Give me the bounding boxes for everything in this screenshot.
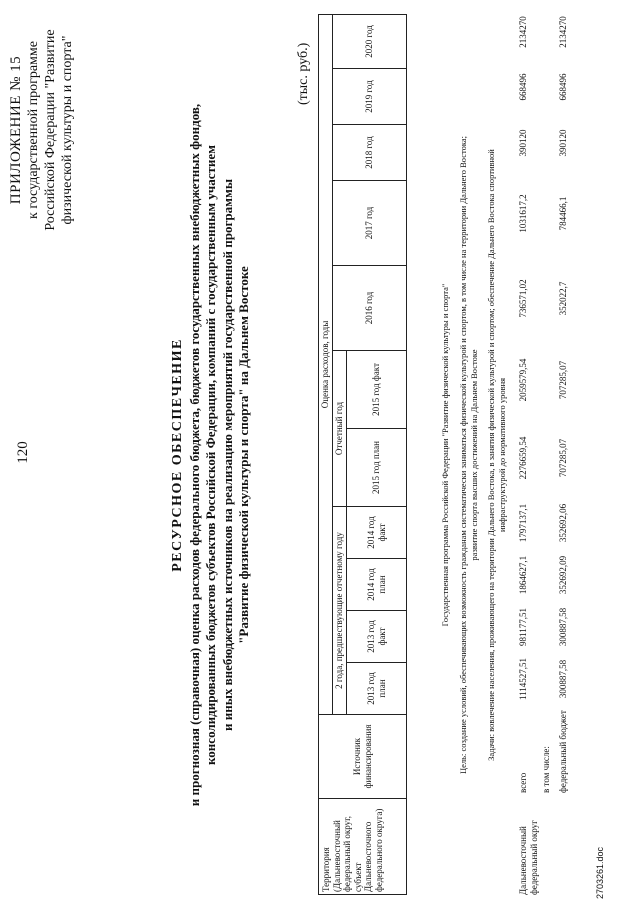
col-header-2015-fact: 2015 год факт: [347, 351, 407, 429]
value-cell: 1031617,2: [518, 194, 528, 233]
title-subline: консолидированных бюджетов субъектов Российской Федерации, компаний с государственным участием: [203, 145, 218, 766]
territory-header: Территория (Дальневосточный федеральный округ, субъект Дальневосточного федерального округа): [319, 799, 407, 895]
year-header-2016: 2016 год: [333, 266, 407, 351]
goal-line: Цель: создание условий, обеспечивающих возможность гражданам систематически заниматься физической культурой и спортом, в том числе на территории Дальнего Востока;: [458, 136, 468, 774]
value-cell: 352692,09: [558, 555, 568, 595]
value-cell: 1114527,51: [518, 657, 528, 701]
tasks-line: инфраструктурой до нормативного уровня: [497, 377, 507, 533]
row-source: всего: [518, 772, 528, 793]
appendix-line: к государственной программе: [26, 41, 41, 219]
estimate-group-header: Оценка расходов, годы: [319, 14, 333, 714]
prev-years-header: 2 года, предшествующие отчетному году: [333, 507, 347, 715]
col-header-2013-plan: 2013 год план: [347, 663, 407, 715]
value-cell: 300887,58: [558, 659, 568, 699]
value-cell: 2276659,54: [518, 436, 528, 480]
value-cell: 352022,7: [558, 281, 568, 316]
value-cell: 2134270: [518, 16, 528, 48]
col-header-2015-plan: 2015 год план: [347, 429, 407, 507]
title-subline: и прогнозная (справочная) оценка расходов федерального бюджета, бюджетов государственных внебюджетных фондов,: [186, 103, 202, 807]
year-header-2019: 2019 год: [333, 69, 407, 125]
value-cell: 390120: [518, 129, 528, 157]
appendix-line: Российской Федерации "Развитие: [43, 29, 58, 231]
year-header-2017: 2017 год: [333, 181, 407, 266]
title-subline: и иных внебюджетных источников на реализацию мероприятий государственной программы: [219, 179, 235, 731]
value-cell: 707285,07: [558, 438, 568, 478]
value-cell: 668496: [558, 73, 568, 101]
title-main: РЕСУРСНОЕ ОБЕСПЕЧЕНИЕ: [170, 338, 185, 572]
document-title: [170, 25, 253, 885]
appendix-line: физической культуры и спорта": [60, 35, 75, 225]
value-cell: 390120: [558, 129, 568, 157]
row-source: федеральный бюджет: [558, 710, 568, 793]
document-id: 2703261.doc: [595, 846, 605, 899]
value-cell: 2059579,54: [518, 358, 528, 402]
units-label: (тыс. руб.): [296, 42, 311, 105]
resource-table: [318, 14, 407, 895]
value-cell: 736571,02: [518, 279, 528, 318]
source-header: Источник финансирования: [319, 715, 407, 799]
col-header-2014-plan: 2014 год план: [347, 559, 407, 611]
title-subline: "Развитие физической культуры и спорта" на Дальнем Востоке: [236, 266, 251, 644]
col-header-2013-fact: 2013 год факт: [347, 611, 407, 663]
value-cell: 1864627,1: [518, 555, 528, 595]
col-header-2014-fact: 2014 год факт: [347, 507, 407, 559]
value-cell: 300887,58: [558, 607, 568, 647]
value-cell: 981177,51: [518, 608, 528, 646]
reporting-year-header: Отчетный год: [333, 351, 347, 507]
year-header-2020: 2020 год: [333, 14, 407, 68]
tasks-line: Задачи: вовлечение населения, проживающего на территории Дальнего Востока, в занятия физической культурой и спортом; обеспечение Дальнего Востока спортивной: [486, 149, 496, 761]
value-cell: 668496: [518, 73, 528, 101]
program-line: Государственная программа Российской Федерации "Развитие физической культуры и спорта": [440, 283, 450, 627]
value-cell: 1797137,1: [518, 503, 528, 543]
year-header-2018: 2018 год: [333, 125, 407, 181]
value-cell: 707285,07: [558, 360, 568, 400]
appendix-title: ПРИЛОЖЕНИЕ № 15: [8, 55, 24, 205]
page-number: 120: [15, 441, 31, 464]
appendix-header: [8, 15, 76, 245]
goal-line: развитие спорта высших достижений на Дальнем Востоке: [469, 349, 479, 561]
value-cell: 352692,06: [558, 503, 568, 543]
row-source: в том числе:: [541, 746, 551, 793]
value-cell: 2134270: [558, 16, 568, 48]
row-territory: Дальневосточный федеральный округ: [518, 820, 539, 895]
value-cell: 784466,1: [558, 196, 568, 231]
